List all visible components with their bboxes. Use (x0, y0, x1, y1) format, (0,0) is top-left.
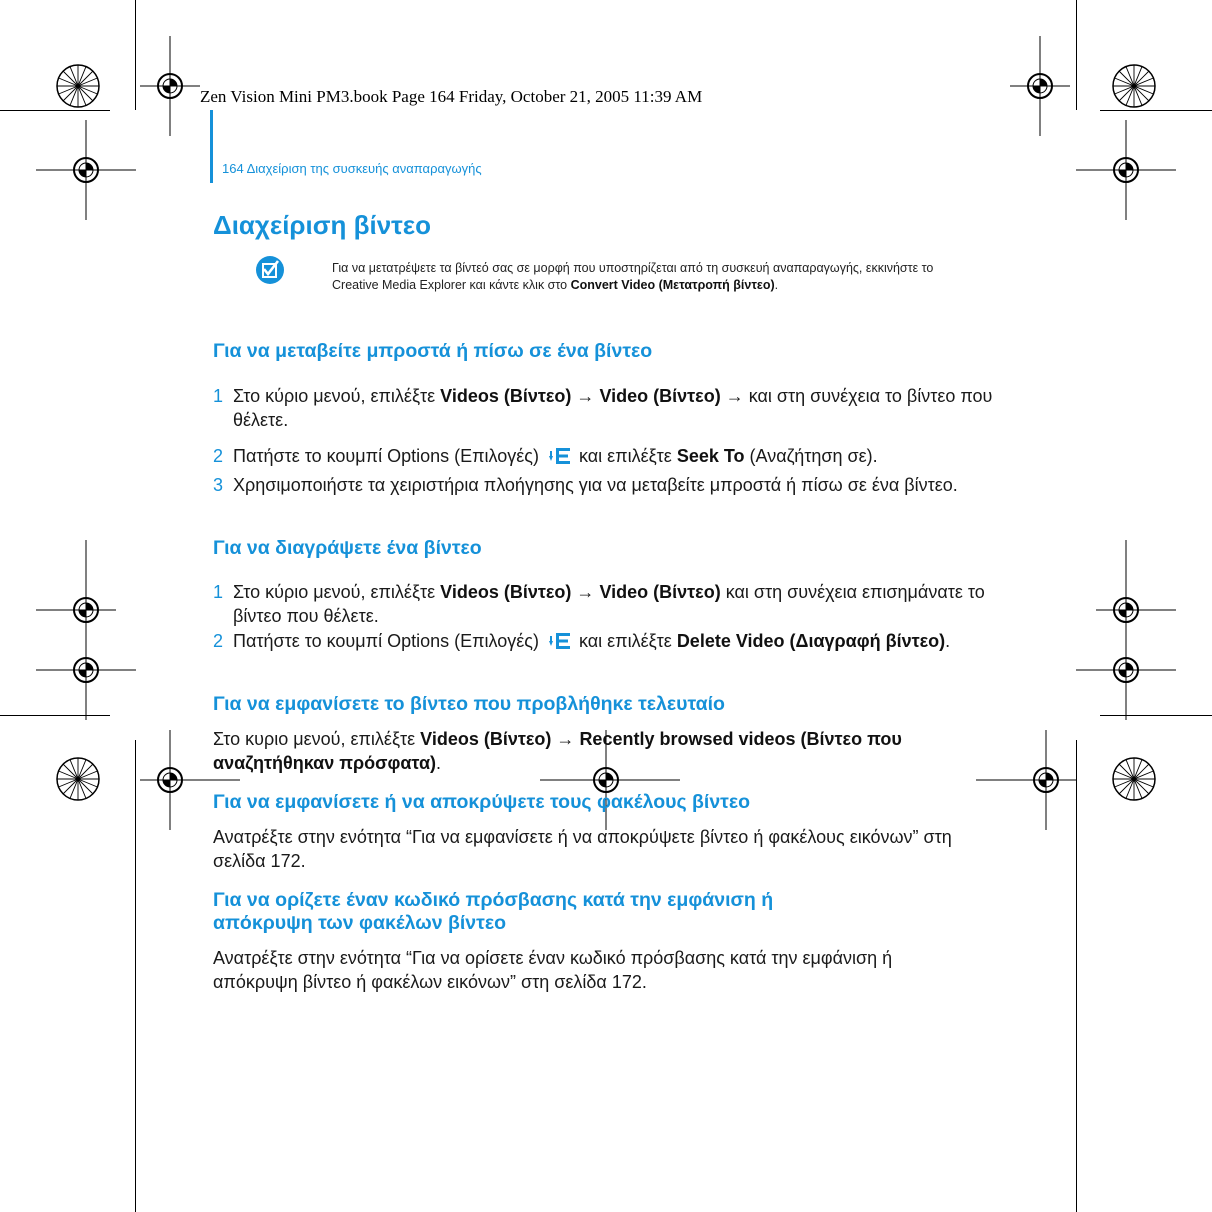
section-heading-hide-folders: Για να εμφανίσετε ή να αποκρύψετε τους φακέλους βίντεο (213, 791, 751, 813)
registration-target-icon (36, 620, 136, 720)
starburst-calibration-icon (55, 756, 101, 802)
section-heading-password: Για να ορίζετε έναν κωδικό πρόσβασης κατά την εμφάνιση ή απόκρυψη των φακέλων βίντεο (213, 889, 774, 934)
list-item: 1 Στο κύριο μενού, επιλέξτε Videos (Βίντεο) → Video (Βίντεο) και στη συνέχεια επισημάνατε το βίντεο που θέλετε. (213, 582, 985, 626)
note-text: Για να μετατρέψετε τα βίντεό σας σε μορφή που υποστηρίζεται από τη συσκευή αναπαραγωγής, εκκινήστε το Creative Media Explorer και κάντε κλικ στο Convert Video (Μετατροπή βίντεο). (332, 261, 934, 292)
list-item: 2 Πατήστε το κουμπί Options (Επιλογές) και επιλέξτε Delete Video (Διαγραφή βίντεο). (213, 631, 951, 651)
starburst-calibration-icon (1111, 756, 1157, 802)
margin-accent-bar (210, 110, 213, 183)
running-head: 164 Διαχείριση της συσκευής αναπαραγωγής (222, 161, 482, 176)
options-button-icon (547, 447, 571, 465)
registration-target-icon (976, 730, 1076, 830)
note-check-icon (255, 255, 285, 285)
paragraph: Ανατρέξτε στην ενότητα “Για να ορίσετε έναν κωδικό πρόσβασης κατά την εμφάνιση ή απόκρυψη βίντεο ή φακέλων εικόνων” στη σελίδα 172. (213, 948, 893, 992)
options-button-icon (547, 632, 571, 650)
registration-target-icon (1076, 620, 1176, 720)
list-item: 2 Πατήστε το κουμπί Options (Επιλογές) και επιλέξτε Seek To (Αναζήτηση σε). (213, 446, 878, 466)
starburst-calibration-icon (1111, 63, 1157, 109)
registration-target-icon (1010, 36, 1070, 136)
paragraph: Στο κυριο μενού, επιλέξτε Videos (Βίντεο) → Recently browsed videos (Βίντεο που αναζητήθηκαν πρόσφατα). (213, 729, 902, 773)
section-heading-delete: Για να διαγράψετε ένα βίντεο (213, 537, 482, 559)
paragraph: Ανατρέξτε στην ενότητα “Για να εμφανίσετε ή να αποκρύψετε βίντεο ή φακέλους εικόνων” στη σελίδα 172. (213, 827, 952, 871)
list-item: 1 Στο κύριο μενού, επιλέξτε Videos (Βίντεο) → Video (Βίντεο) → και στη συνέχεια το βίντεο που θέλετε. (213, 386, 993, 430)
chapter-title: Διαχείριση βίντεο (213, 210, 432, 240)
registration-target-icon (36, 120, 136, 220)
starburst-calibration-icon (55, 63, 101, 109)
print-slug: Zen Vision Mini PM3.book Page 164 Friday, October 21, 2005 11:39 AM (200, 87, 703, 106)
list-item: 3 Χρησιμοποιήστε τα χειριστήρια πλοήγησης για να μεταβείτε μπροστά ή πίσω σε ένα βίντεο. (213, 475, 958, 495)
section-heading-recent: Για να εμφανίσετε το βίντεο που προβλήθηκε τελευταίο (213, 693, 725, 715)
section-heading-seek: Για να μεταβείτε μπροστά ή πίσω σε ένα βίντεο (213, 340, 653, 362)
registration-target-icon (1076, 120, 1176, 220)
registration-target-icon (140, 36, 200, 136)
